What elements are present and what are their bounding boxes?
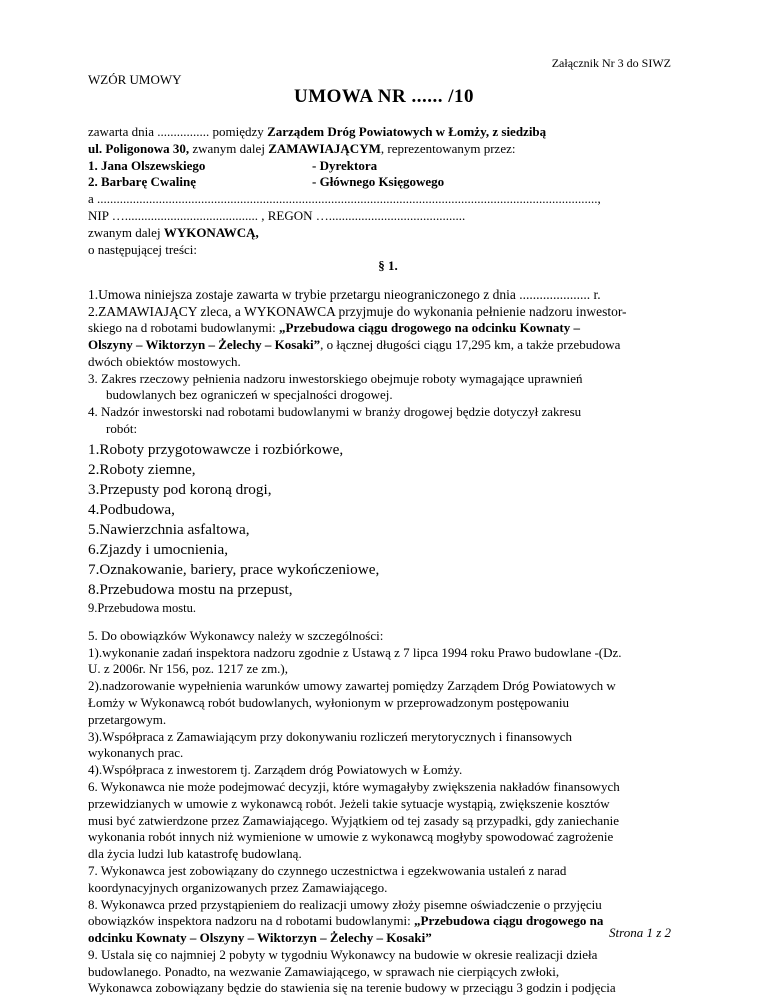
representative-1: 1. Jana Olszewskiego - Dyrektora <box>88 157 378 173</box>
clause-2-line-3: Olszyny – Wiktorzyn – Żelechy – Kosaki”, o łącznej długości ciągu 17,295 km, a także przebudowa <box>88 336 621 352</box>
duty-line: Łomży w Wykonawcą robót budowlanych, wyłonionym w przeprowadzonym postępowaniu <box>88 694 569 710</box>
clause-9-line: Wykonawca zobowiązany będzie do stawienia się na terenie budowy w przeciągu 3 godzin i podjęcia <box>88 980 616 996</box>
list-item: 5.Nawierzchnia asfaltowa, <box>88 520 250 538</box>
duty-line: przetargowym. <box>88 711 167 727</box>
clause-8-line: odcinku Kownaty – Olszyny – Wiktorzyn – Żelechy – Kosaki” <box>88 930 432 946</box>
clause-7-line: koordynacyjnych organizowanych przez Zamawiającego. <box>88 879 388 895</box>
representative-2: 2. Barbarę Cwalinę - Głównego Księgowego <box>88 174 445 190</box>
clause-2-line-1: 2.ZAMAWIAJĄCY zleca, a WYKONAWCA przyjmuje do wykonania pełnienie nadzoru inwestor- <box>88 304 627 320</box>
clause-6-line: przewidzianych w umowie z wykonawcą robót. Jeżeli takie sytuacje wystąpią, zwiększenie kosztów <box>88 795 610 811</box>
list-item: 2.Roboty ziemne, <box>88 460 196 478</box>
duty-line: 4).Współpraca z inwestorem tj. Zarządem dróg Powiatowych w Łomży. <box>88 762 463 778</box>
page-number: Strona 1 z 2 <box>609 925 671 940</box>
list-item: 9.Przebudowa mostu. <box>88 600 196 615</box>
duty-line: 2).nadzorowanie wypełnienia warunków umowy zawartej pomiędzy Zarządem Dróg Powiatowych w <box>88 678 616 694</box>
contract-body <box>88 124 688 997</box>
clause-4-line-1: 4. Nadzór inwestorski nad robotami budowlanymi w branży drogowej będzie dotyczył zakresu <box>88 404 582 420</box>
clause-6-line: wykonania robót innych niż wymienione w umowie z wykonawcą mogłyby spowodować zagrożenie <box>88 829 614 845</box>
attachment-label: Załącznik Nr 3 do SIWZ <box>551 56 671 70</box>
duty-line: 1).wykonanie zadań inspektora nadzoru zgodnie z Ustawą z 7 lipca 1994 roku Prawo budowlane -(Dz. <box>88 644 622 660</box>
intro-line-1: zawarta dnia ................ pomiędzy Zarządem Dróg Powiatowych w Łomży, z siedzibą <box>88 124 547 139</box>
clause-6-line: 6. Wykonawca nie może podejmować decyzji, które wymagałyby zwiększenia nakładów finansowych <box>88 778 620 794</box>
works-list <box>88 440 688 617</box>
list-item: 1.Roboty przygotowawcze i rozbiórkowe, <box>88 440 344 458</box>
following-line: o następującej treści: <box>88 241 198 257</box>
called-contractor-line: zwanym dalej WYKONAWCĄ, <box>88 224 259 240</box>
clause-3-line-2: budowlanych bez ograniczeń w specjalności drogowej. <box>106 387 393 403</box>
duty-line: U. z 2006r. Nr 156, poz. 1217 ze zm.), <box>88 661 289 677</box>
clause-3-line-1: 3. Zakres rzeczowy pełnienia nadzoru inwestorskiego obejmuje roboty wymagające uprawnień <box>88 370 583 386</box>
list-item: 7.Oznakowanie, bariery, prace wykończeniowe, <box>88 560 380 578</box>
clause-2-line-4: dwóch obiektów mostowych. <box>88 353 241 369</box>
list-item: 3.Przepusty pod koroną drogi, <box>88 480 272 498</box>
list-item: 8.Przebudowa mostu na przepust, <box>88 580 293 598</box>
list-item: 4.Podbudowa, <box>88 500 175 518</box>
clause-8-line: 8. Wykonawca przed przystąpieniem do realizacji umowy złoży pisemne oświadczenie o przyjęciu <box>88 896 602 912</box>
clause-4-line-2: robót: <box>106 420 138 436</box>
duties-heading: 5. Do obowiązków Wykonawcy należy w szczególności: <box>88 627 384 643</box>
template-label: WZÓR UMOWY <box>88 72 182 87</box>
duty-line: wykonanych prac. <box>88 745 184 761</box>
intro-line-2: ul. Poligonowa 30, zwanym dalej ZAMAWIAJĄCYM, reprezentowanym przez: <box>88 140 516 156</box>
clause-9-line: budowlanego. Ponadto, na wezwanie Zamawiającego, w sprawach nie cierpiących zwłoki, <box>88 963 560 979</box>
clause-8-line: obowiązków inspektora nadzoru na d robotami budowlanymi: „Przebudowa ciągu drogowego na <box>88 913 604 929</box>
clause-6-line: musi być zatwierdzone przez Zamawiającego. Wyjątkiem od tej zasady są przypadki, gdy zaniechanie <box>88 812 620 828</box>
clause-7-line: 7. Wykonawca jest zobowiązany do czynnego uczestnictwa i egzekwowania ustaleń z narad <box>88 862 567 878</box>
clause-1: 1.Umowa niniejsza zostaje zawarta w trybie przetargu nieograniczonego z dnia ..................... r. <box>88 287 601 303</box>
page-title: UMOWA NR ...... /10 <box>294 86 474 107</box>
clause-6-line: dla życia ludzi lub katastrofę budowlaną. <box>88 846 302 862</box>
section-heading: § 1. <box>378 258 398 274</box>
clause-2-line-2: skiego na d robotami budowlanymi: „Przebudowa ciągu drogowego na odcinku Kownaty – <box>88 320 580 336</box>
duty-line: 3).Współpraca z Zamawiającym przy dokonywaniu rozliczeń merytorycznych i finansowych <box>88 728 573 744</box>
contractor-line: a .........................................................................................................................................................., <box>88 191 601 207</box>
clause-9-line: 9. Ustala się co najmniej 2 pobyty w tygodniu Wykonawcy na budowie w okresie realizacji dzieła <box>88 946 598 962</box>
nip-regon-line: NIP …......................................... , REGON ….......................................... <box>88 207 466 223</box>
list-item: 6.Zjazdy i umocnienia, <box>88 540 229 558</box>
